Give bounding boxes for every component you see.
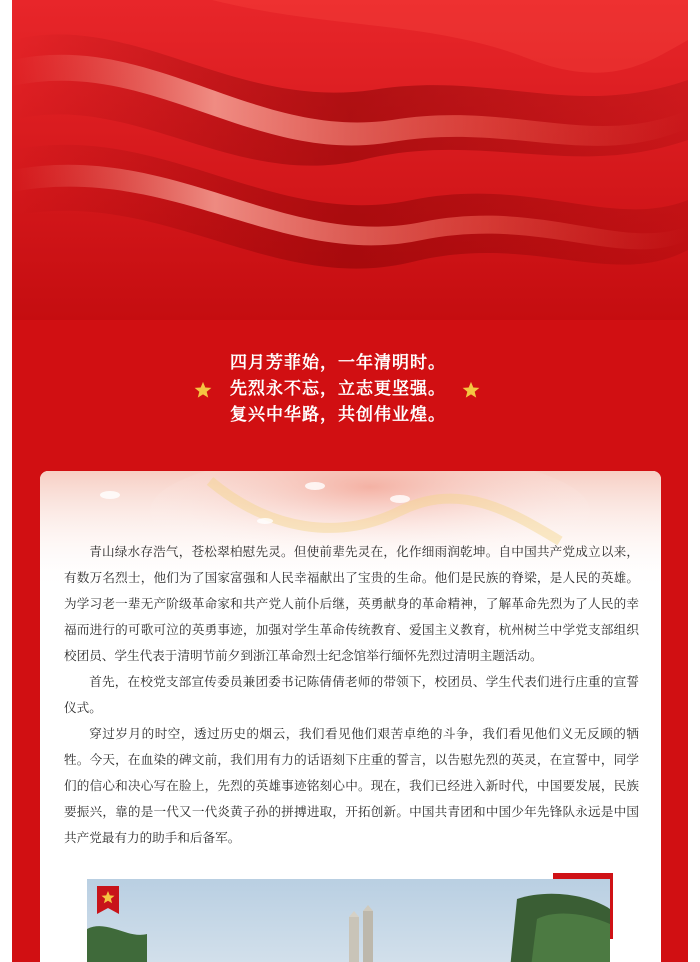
poem-line-1: 四月芳菲始，一年清明时。	[230, 353, 446, 373]
poem	[0, 350, 676, 428]
paragraph-3: 穿过岁月的时空，透过历史的烟云，我们看见他们艰苦卓绝的斗争，我们看见他们义无反顾的牺牲。今天，在血染的碑文前，我们用有力的话语刻下庄重的誓言，以告慰先烈的英灵，在宣誓中，同学们的信心和决心写在脸上，先烈的英雄事迹铭刻心中。现在，我们已经进入新时代，中国要发展，民族要振兴，靠的是一代又一代炎黄子孙的拼搏进取，开拓创新。中国共青团和中国少年先锋队永远是中国共产党最有力的助手和后备军。	[64, 726, 639, 845]
article-card	[40, 471, 661, 962]
paragraph-2: 首先，在校党支部宣传委员兼团委书记陈倩倩老师的带领下，校团员、学生代表们进行庄重的宣誓仪式。	[64, 674, 639, 715]
memorial-photo	[87, 879, 610, 962]
star-icon	[194, 381, 212, 399]
poem-line-2: 先烈永不忘，立志更坚强。	[230, 379, 446, 399]
party-badge-icon	[97, 886, 119, 914]
red-silk-banner	[12, 0, 688, 320]
poem-line-3: 复兴中华路，共创伟业煌。	[230, 405, 446, 425]
star-icon	[462, 381, 480, 399]
article-body	[64, 539, 639, 851]
paragraph-1: 青山绿水存浩气，苍松翠柏慰先灵。但使前辈先灵在，化作细雨润乾坤。自中国共产党成立以来，有数万名烈士，他们为了国家富强和人民幸福献出了宝贵的生命。他们是民族的脊梁，是人民的英雄。为学习老一辈无产阶级革命家和共产党人前仆后继，英勇献身的革命精神，了解革命先烈为了人民的幸福而进行的可歌可泣的英勇事迹，加强对学生革命传统教育、爱国主义教育，杭州树兰中学党支部组织校团员、学生代表于清明节前夕到浙江革命烈士纪念馆举行缅怀先烈过清明主题活动。	[64, 544, 639, 663]
